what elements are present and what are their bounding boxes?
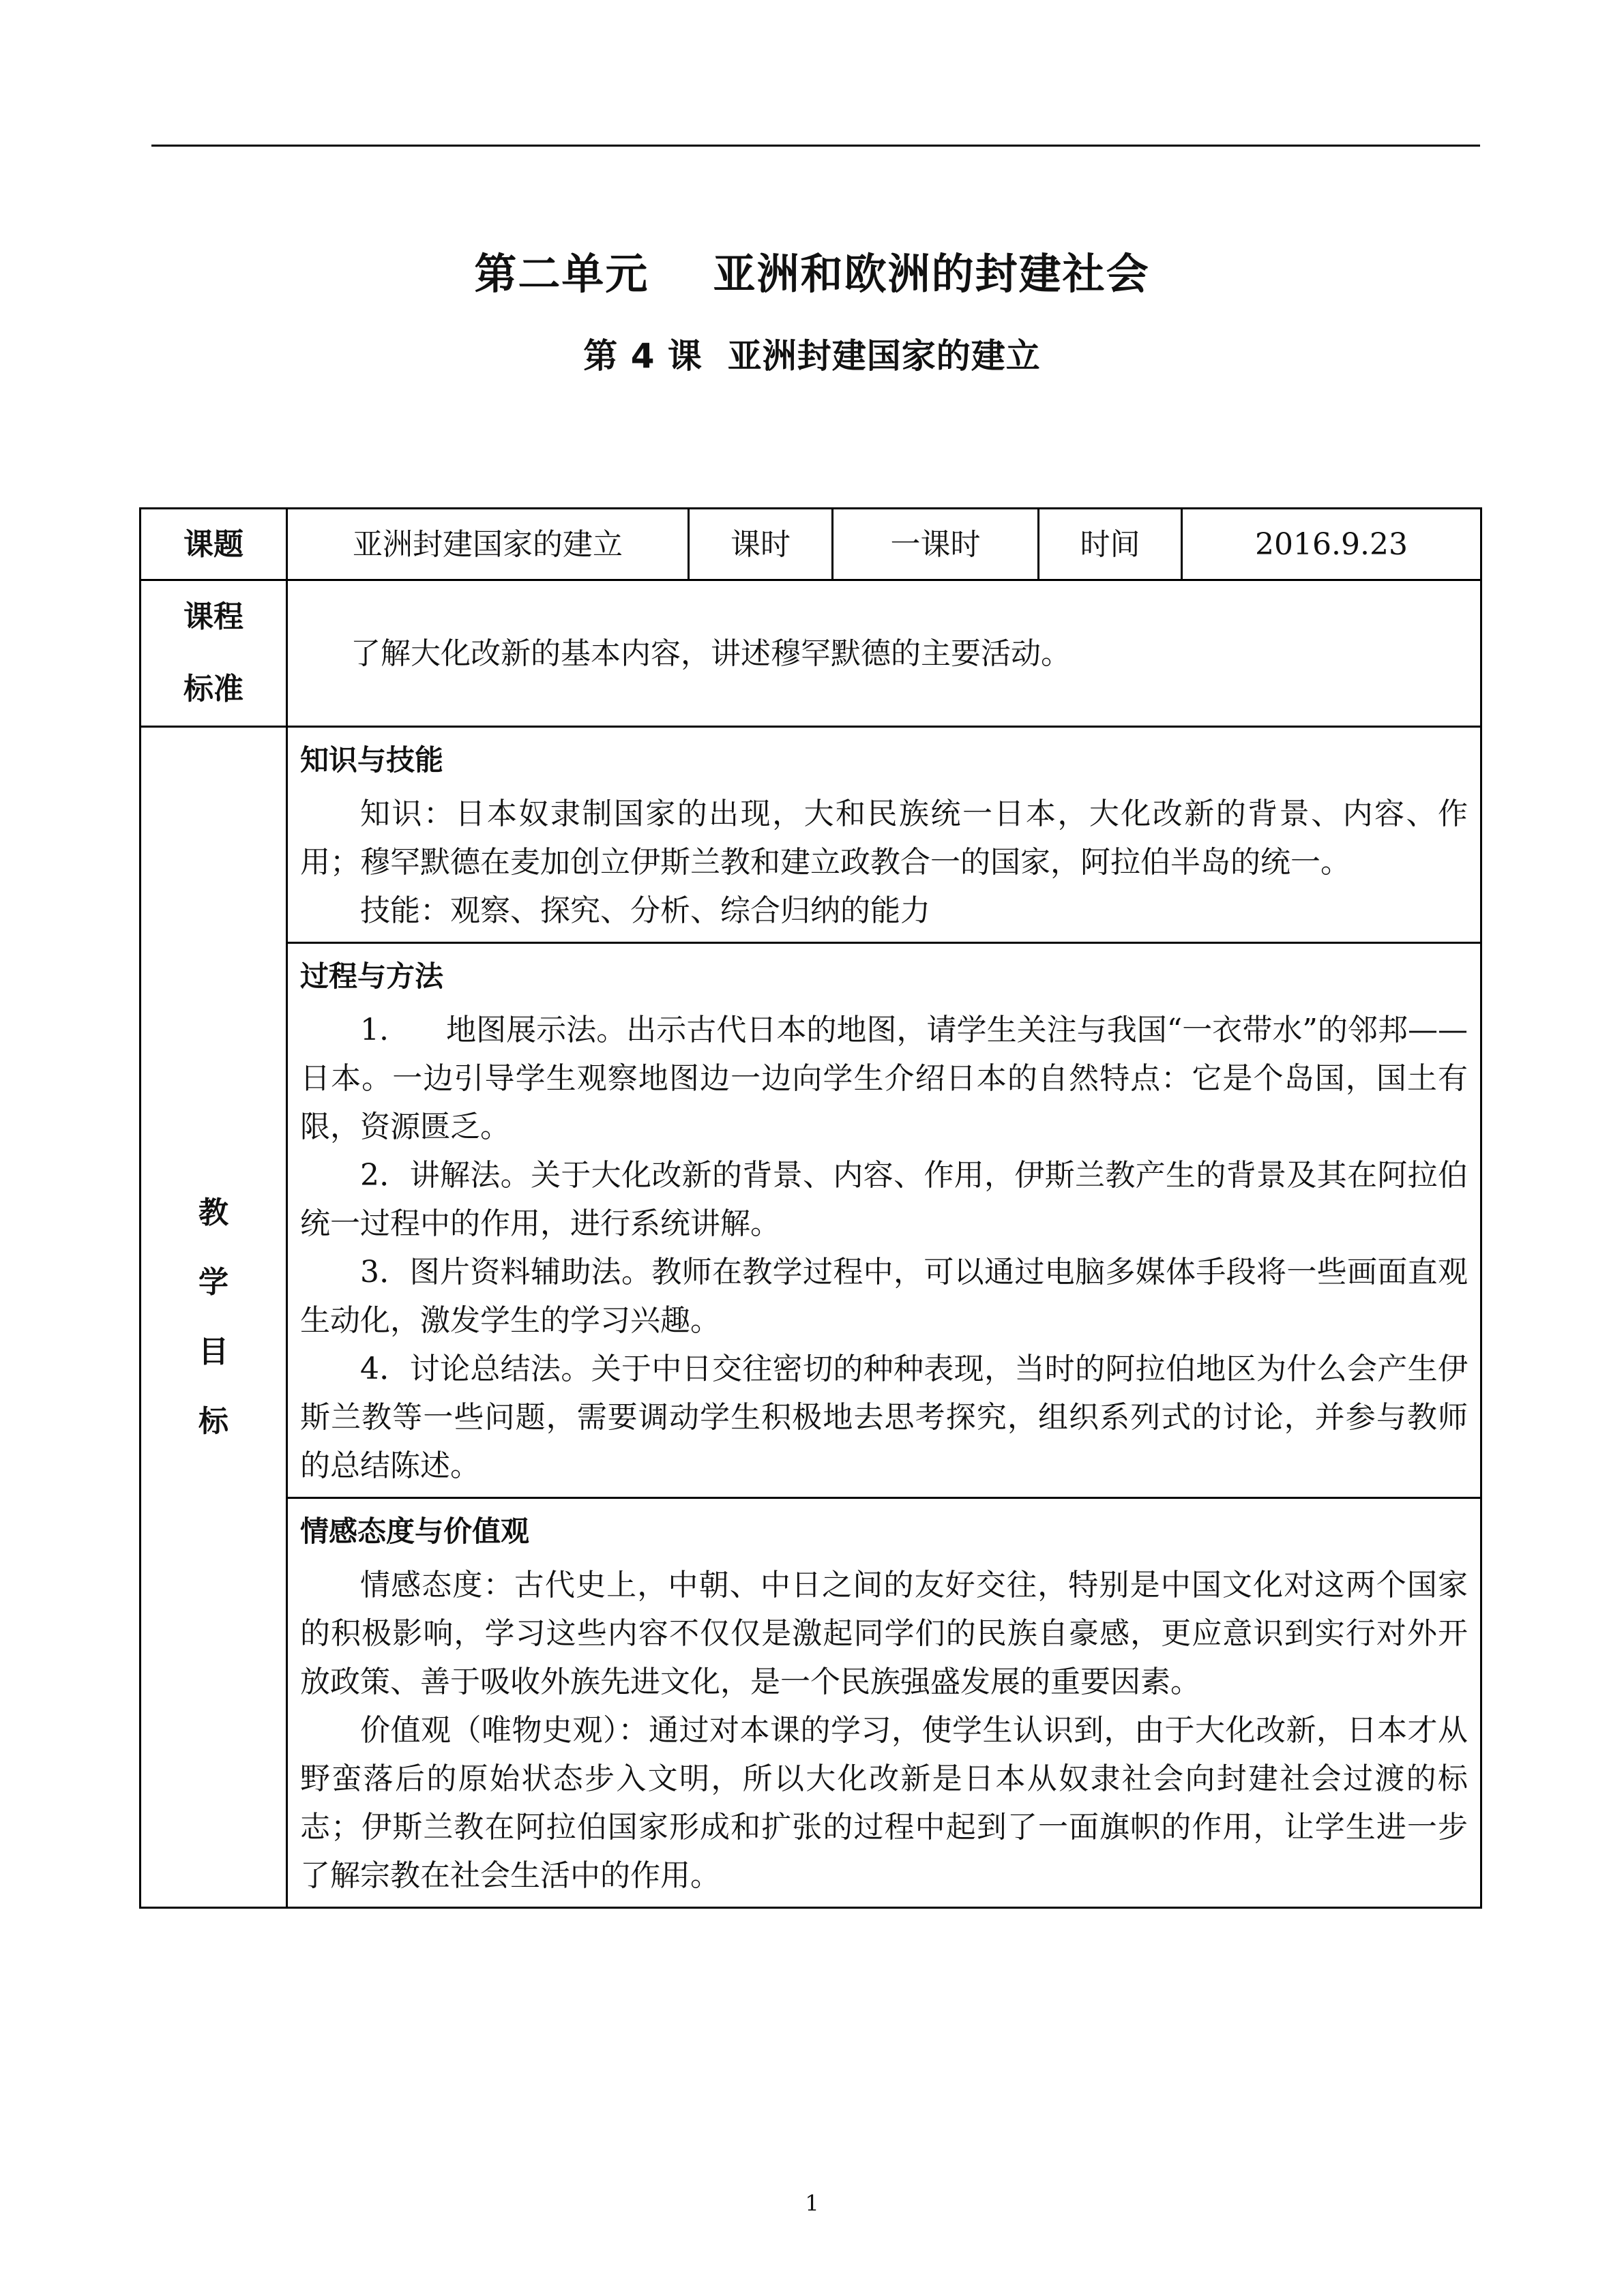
row-standard <box>141 580 1481 727</box>
knowledge-title: 知识与技能 <box>300 743 444 777</box>
goals-char-3: 目 <box>198 1334 228 1369</box>
goals-char-2: 学 <box>198 1264 228 1300</box>
knowledge-paragraph: 知识：日本奴隶制国家的出现，大和民族统一日本，大化改新的背景、内容、作用；穆罕默德在麦加创立伊斯兰教和建立政教合一的国家，阿拉伯半岛的统一。 <box>300 796 1468 880</box>
attitude-title: 情感态度与价值观 <box>300 1515 530 1548</box>
attitude-paragraph-1: 情感态度：古代史上，中朝、中日之间的友好交往，特别是中国文化对这两个国家的积极影响，学习这些内容不仅仅是激起同学们的民族自豪感，更应意识到实行对外开放政策、善于吸收外族先进文化，是一个民族强盛发展的重要因素。 <box>300 1568 1468 1699</box>
label-goals <box>141 727 287 1908</box>
goals-vertical-label <box>141 1189 286 1446</box>
process-paragraph-4: 4．讨论总结法。关于中日交往密切的种种表现，当时的阿拉伯地区为什么会产生伊斯兰教等一些问题，需要调动学生积极地去思考探究，组织系列式的讨论，并参与教师的总结陈述。 <box>300 1352 1468 1483</box>
period-value: 一课时 <box>833 509 1039 580</box>
label-topic: 课题 <box>141 509 287 580</box>
process-paragraph-1: 1. 地图展示法。出示古代日本的地图，请学生关注与我国“一衣带水”的邻邦——日本。一边引导学生观察地图边一边向学生介绍日本的自然特点：它是个岛国，国土有限，资源匮乏。 <box>300 1013 1468 1144</box>
row-topic <box>141 509 1481 580</box>
row-knowledge <box>141 727 1481 943</box>
row-attitude <box>141 1498 1481 1908</box>
process-paragraph-3: 3．图片资料辅助法。教师在教学过程中，可以通过电脑多媒体手段将一些画面直观生动化，激发学生的学习兴趣。 <box>300 1255 1468 1338</box>
label-standard-line2: 标准 <box>183 672 243 706</box>
goals-char-1: 教 <box>198 1195 228 1230</box>
label-standard <box>141 580 287 727</box>
unit-title: 第二单元 亚洲和欧洲的封建社会 <box>474 249 1150 299</box>
row-process <box>141 943 1481 1498</box>
attitude-cell <box>287 1498 1481 1908</box>
goals-char-4: 标 <box>198 1403 228 1439</box>
label-period: 课时 <box>689 509 833 580</box>
standard-text: 了解大化改新的基本内容，讲述穆罕默德的主要活动。 <box>287 580 1481 727</box>
attitude-paragraph-2: 价值观（唯物史观）：通过对本课的学习，使学生认识到，由于大化改新，日本才从野蛮落后的原始状态步入文明，所以大化改新是日本从奴隶社会向封建社会过渡的标志；伊斯兰教在阿拉伯国家形成和扩张的过程中起到了一面旗帜的作用，让学生进一步了解宗教在社会生活中的作用。 <box>300 1713 1468 1893</box>
lesson-plan-table <box>139 507 1482 1909</box>
label-standard-line1: 课程 <box>183 599 243 634</box>
knowledge-cell <box>287 727 1481 943</box>
header-rule <box>151 145 1480 147</box>
process-cell <box>287 943 1481 1498</box>
time-value: 2016.9.23 <box>1182 509 1481 580</box>
skills-paragraph: 技能：观察、探究、分析、综合归纳的能力 <box>360 893 930 928</box>
process-paragraph-2: 2．讲解法。关于大化改新的背景、内容、作用，伊斯兰教产生的背景及其在阿拉伯统一过程中的作用，进行系统讲解。 <box>300 1158 1468 1241</box>
lesson-title: 第 4 课 亚洲封建国家的建立 <box>583 336 1041 376</box>
process-title: 过程与方法 <box>300 959 444 993</box>
label-time: 时间 <box>1039 509 1182 580</box>
topic-value: 亚洲封建国家的建立 <box>287 509 689 580</box>
page-number: 1 <box>805 2190 819 2216</box>
